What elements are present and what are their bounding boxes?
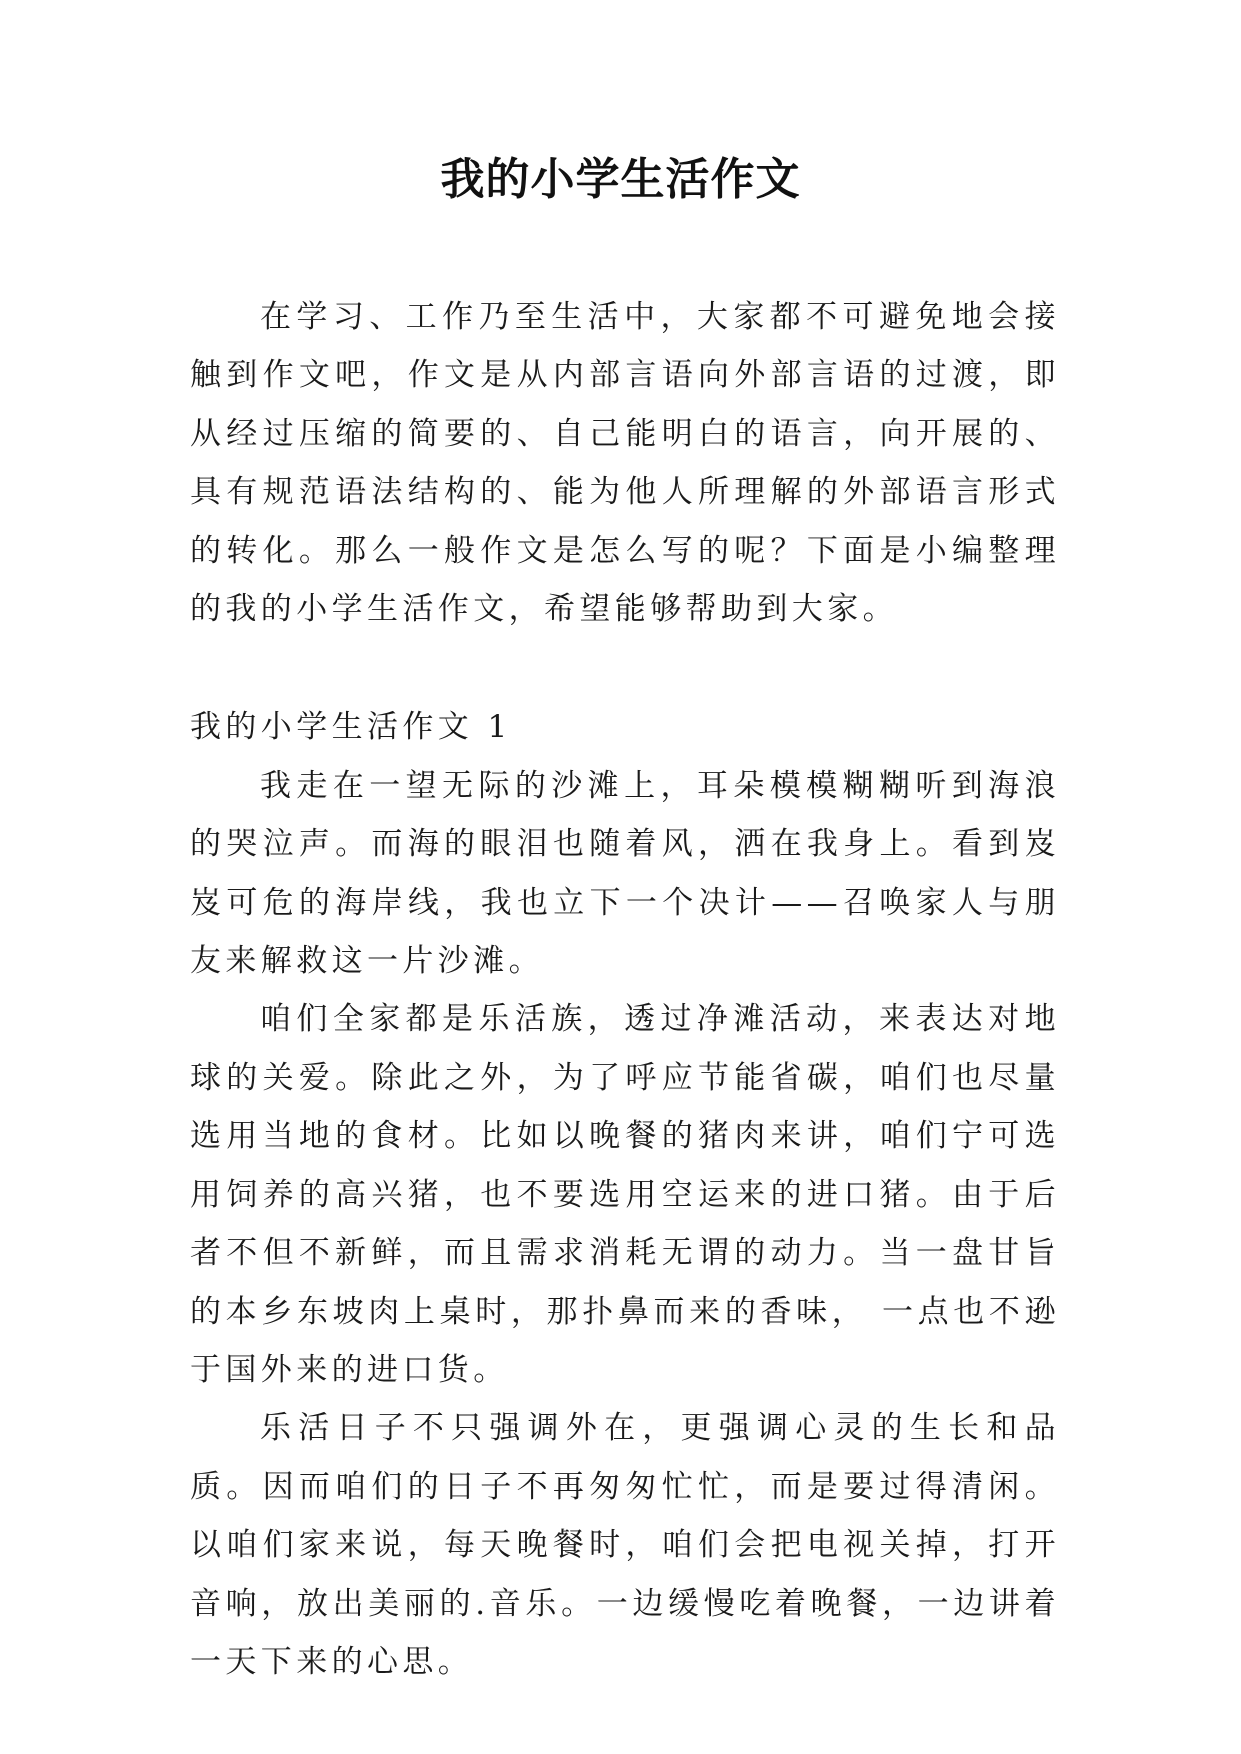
- body-paragraph-1: 我走在一望无际的沙滩上，耳朵模模糊糊听到海浪的哭泣声。而海的眼泪也随着风，洒在我身上。看到岌岌可危的海岸线，我也立下一个决计——召唤家人与朋友来解救这一片沙滩。: [190, 767, 1060, 980]
- body-paragraph-3: 乐活日子不只强调外在，更强调心灵的生长和品质。因而咱们的日子不再匆匆忙忙，而是要过得清闲。以咱们家来说，每天晚餐时，咱们会把电视关掉，打开音响，放出美丽的.音乐。一边缓慢吃着晚餐，一边讲着一天下来的心思。: [190, 1410, 1060, 1680]
- body-paragraph-2: 咱们全家都是乐活族，透过净滩活动，来表达对地球的关爱。除此之外，为了呼应节能省碳，咱们也尽量选用当地的食材。比如以晚餐的猪肉来讲，咱们宁可选用饲养的高兴猪，也不要选用空运来的进口猪。由于后者不但不新鲜，而且需求消耗无谓的动力。当一盘甘旨的本乡东坡肉上桌时，那扑鼻而来的香味， 一点也不逊于国外来的进口货。: [190, 1001, 1060, 1388]
- document-title: 我的小学生活作文: [440, 154, 801, 205]
- intro-paragraph: 在学习、工作乃至生活中，大家都不可避免地会接触到作文吧，作文是从内部言语向外部言语的过渡，即从经过压缩的简要的、自己能明白的语言，向开展的、具有规范语法结构的、能为他人所理解的外部语言形式的转化。那么一般作文是怎么写的呢？下面是小编整理的我的小学生活作文，希望能够帮助到大家。: [190, 299, 1060, 628]
- document-body: [190, 288, 1060, 1691]
- section-heading: 我的小学生活作文 1: [190, 709, 512, 746]
